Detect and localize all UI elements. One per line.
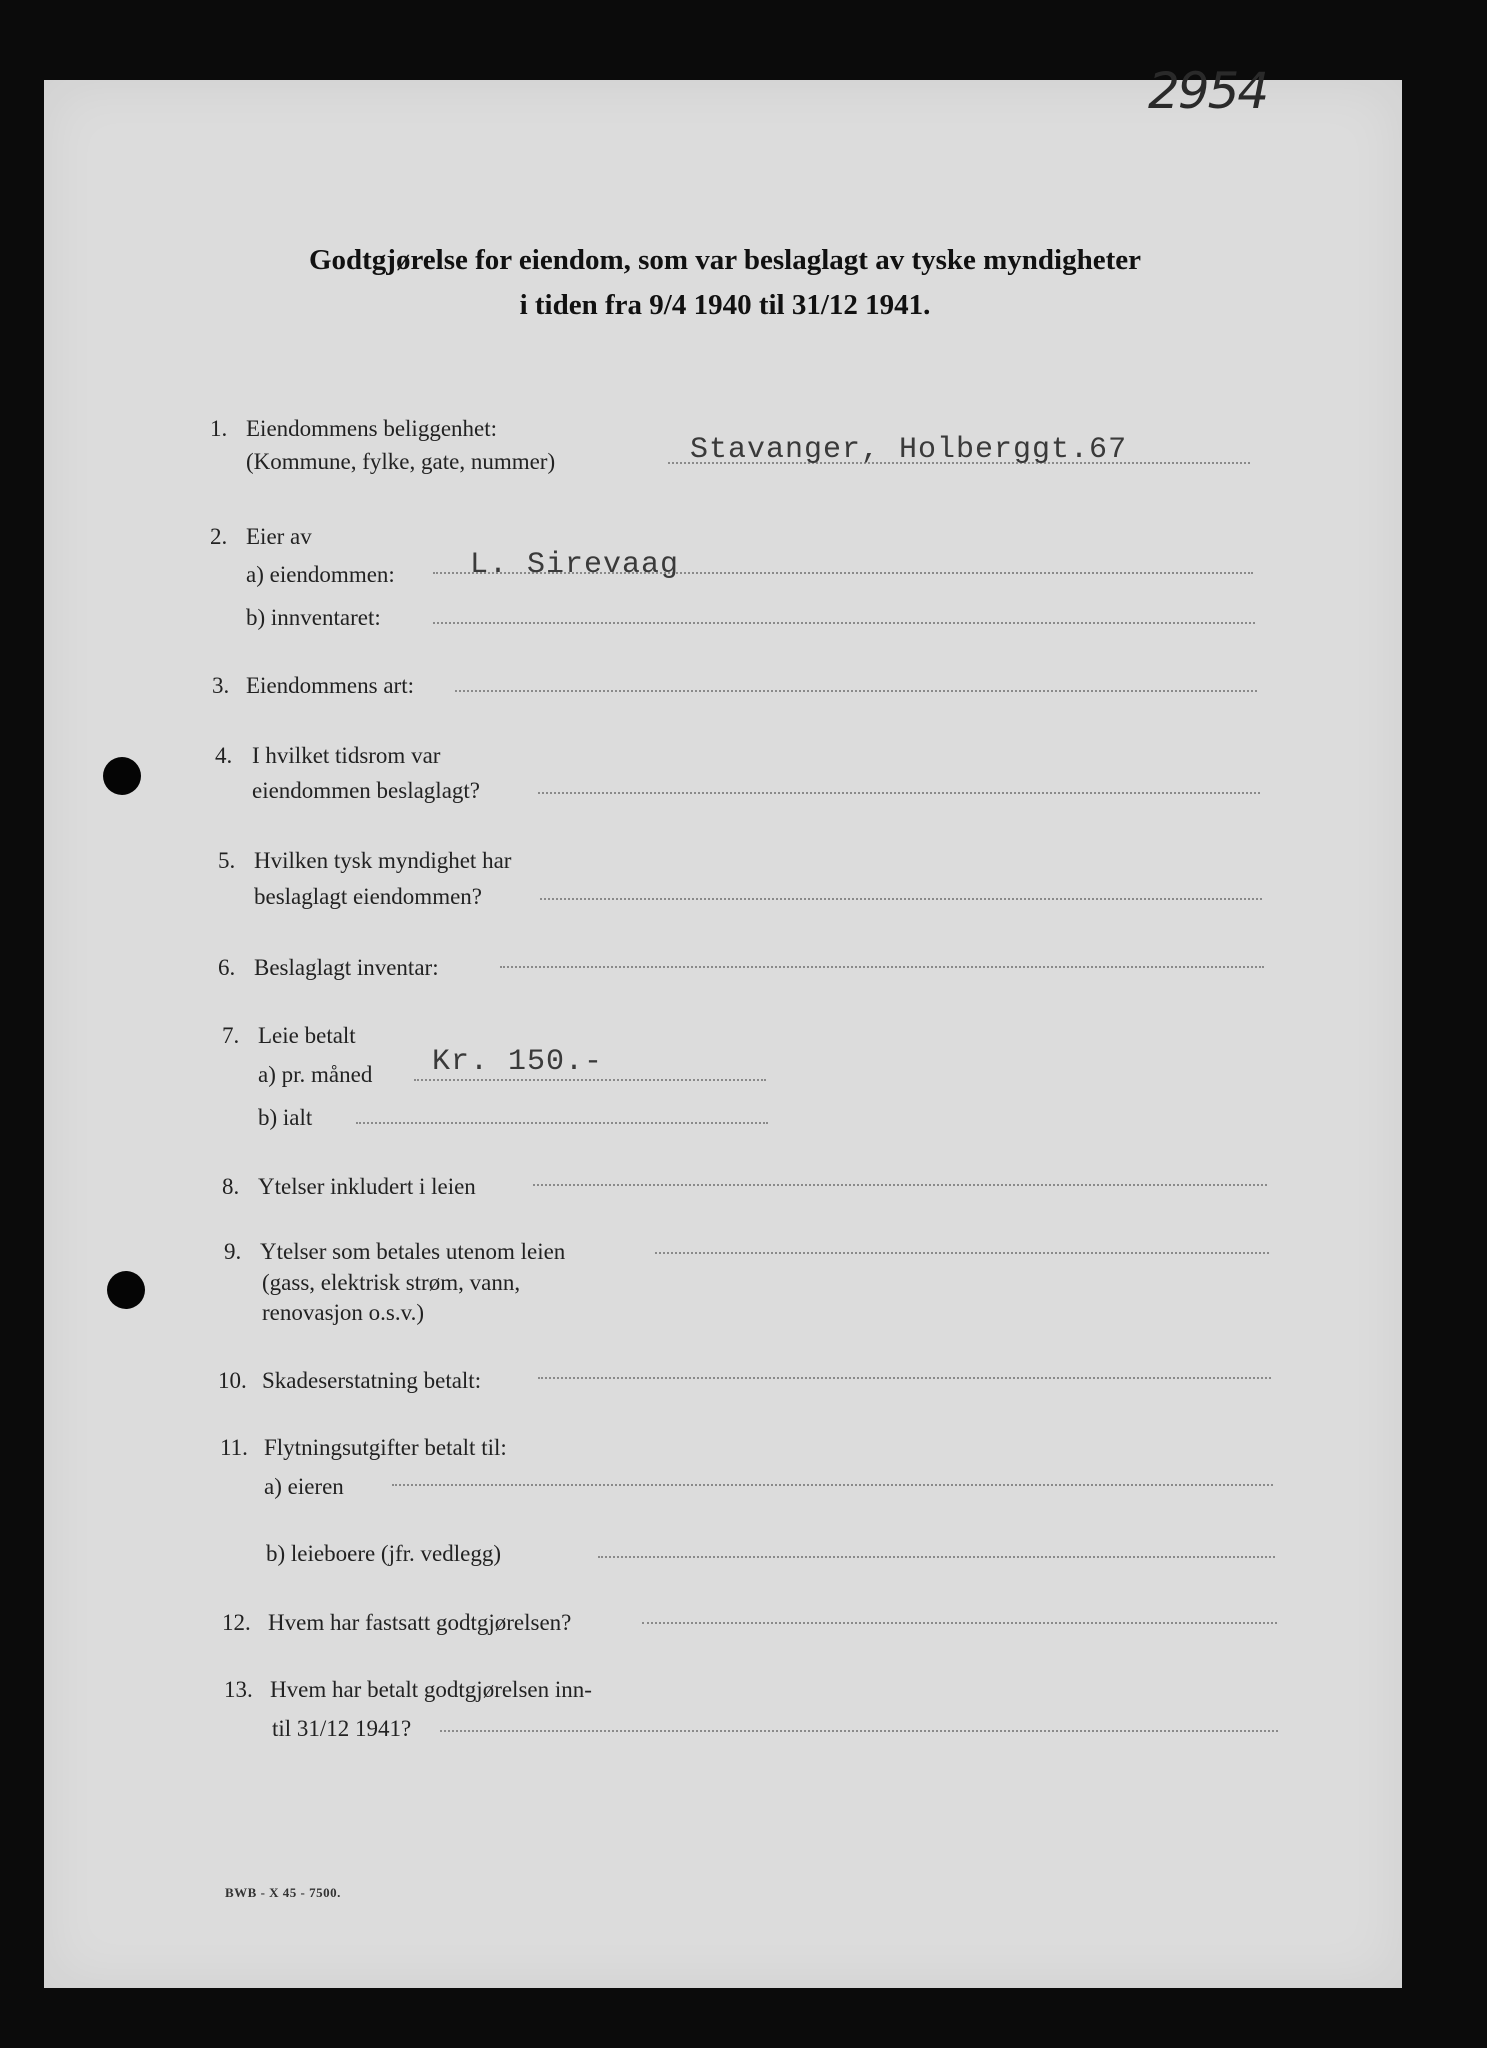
- q9-number: 9.: [224, 1239, 242, 1264]
- q13-label-line2: til 31/12 1941?: [272, 1716, 412, 1741]
- punch-hole-top: [103, 757, 141, 795]
- q4-number: 4.: [215, 743, 233, 768]
- q8-label: Ytelser inkludert i leien: [258, 1174, 476, 1199]
- q11b-label: b) leieboere (jfr. vedlegg): [266, 1541, 501, 1566]
- q9-label-line1: Ytelser som betales utenom leien: [260, 1239, 566, 1264]
- punch-hole-bottom: [107, 1271, 145, 1309]
- q13-number: 13.: [224, 1677, 253, 1702]
- title-line-2: i tiden fra 9/4 1940 til 31/12 1941.: [519, 289, 931, 321]
- q2b-answer-line: [433, 622, 1255, 624]
- q7a-label: a) pr. måned: [258, 1062, 373, 1087]
- q5-answer-line: [540, 898, 1262, 900]
- q6-label: Beslaglagt inventar:: [254, 955, 439, 980]
- q11a-label: a) eieren: [264, 1474, 344, 1499]
- q11b-answer-line: [598, 1556, 1275, 1558]
- q1-label-line1: Eiendommens beliggenhet:: [246, 416, 498, 441]
- q4-label-line1: I hvilket tidsrom var: [252, 743, 441, 768]
- q10-answer-line: [538, 1377, 1271, 1379]
- q4-answer-line: [538, 792, 1260, 794]
- q10-label: Skadeserstatning betalt:: [262, 1368, 482, 1393]
- title-line-1: Godtgjørelse for eiendom, som var beslaglagt av tyske myndigheter: [308, 244, 1142, 276]
- q5-label-line1: Hvilken tysk myndighet har: [254, 848, 512, 873]
- q12-answer-line: [642, 1622, 1277, 1624]
- q3-label: Eiendommens art:: [246, 673, 414, 698]
- q1-answer: Stavanger, Holberggt.67: [690, 433, 1128, 467]
- handwritten-page-number: 2954: [1148, 62, 1268, 120]
- q4-label-line2: eiendommen beslaglagt?: [252, 778, 481, 803]
- q2a-answer: L. Sirevaag: [470, 548, 680, 582]
- q12-label: Hvem har fastsatt godtgjørelsen?: [268, 1610, 572, 1635]
- q11-number: 11.: [220, 1435, 248, 1460]
- form-title: [150, 238, 1300, 328]
- q12-number: 12.: [222, 1610, 251, 1635]
- q7b-answer-line: [356, 1122, 768, 1124]
- q2b-label: b) innventaret:: [246, 605, 381, 630]
- q9-label-line3: renovasjon o.s.v.): [262, 1300, 425, 1325]
- q1-number: 1.: [210, 416, 228, 441]
- q7b-label: b) ialt: [258, 1105, 313, 1130]
- printer-footer: BWB - X 45 - 7500.: [225, 1885, 341, 1900]
- q5-label-line2: beslaglagt eiendommen?: [254, 884, 483, 909]
- q7-number: 7.: [222, 1023, 240, 1048]
- q6-answer-line: [500, 966, 1264, 968]
- q2a-label: a) eiendommen:: [246, 562, 395, 587]
- q7-label: Leie betalt: [258, 1023, 356, 1048]
- q8-number: 8.: [222, 1174, 240, 1199]
- q10-number: 10.: [218, 1368, 247, 1393]
- q2-number: 2.: [210, 524, 228, 549]
- q6-number: 6.: [218, 955, 236, 980]
- q7a-answer-line: [414, 1079, 766, 1081]
- q13-label-line1: Hvem har betalt godtgjørelsen inn-: [270, 1677, 592, 1702]
- q3-number: 3.: [212, 673, 230, 698]
- q8-answer-line: [533, 1184, 1267, 1186]
- q11a-answer-line: [392, 1484, 1273, 1486]
- q3-answer-line: [455, 690, 1257, 692]
- q5-number: 5.: [218, 848, 236, 873]
- q9-answer-line: [655, 1252, 1269, 1254]
- q11-label: Flytningsutgifter betalt til:: [264, 1435, 507, 1460]
- q9-label-line2: (gass, elektrisk strøm, vann,: [262, 1270, 521, 1295]
- q13-answer-line: [440, 1730, 1278, 1732]
- q7a-answer: Kr. 150.-: [432, 1045, 604, 1079]
- q2-label: Eier av: [246, 524, 312, 549]
- q1-label-line2: (Kommune, fylke, gate, nummer): [246, 449, 556, 474]
